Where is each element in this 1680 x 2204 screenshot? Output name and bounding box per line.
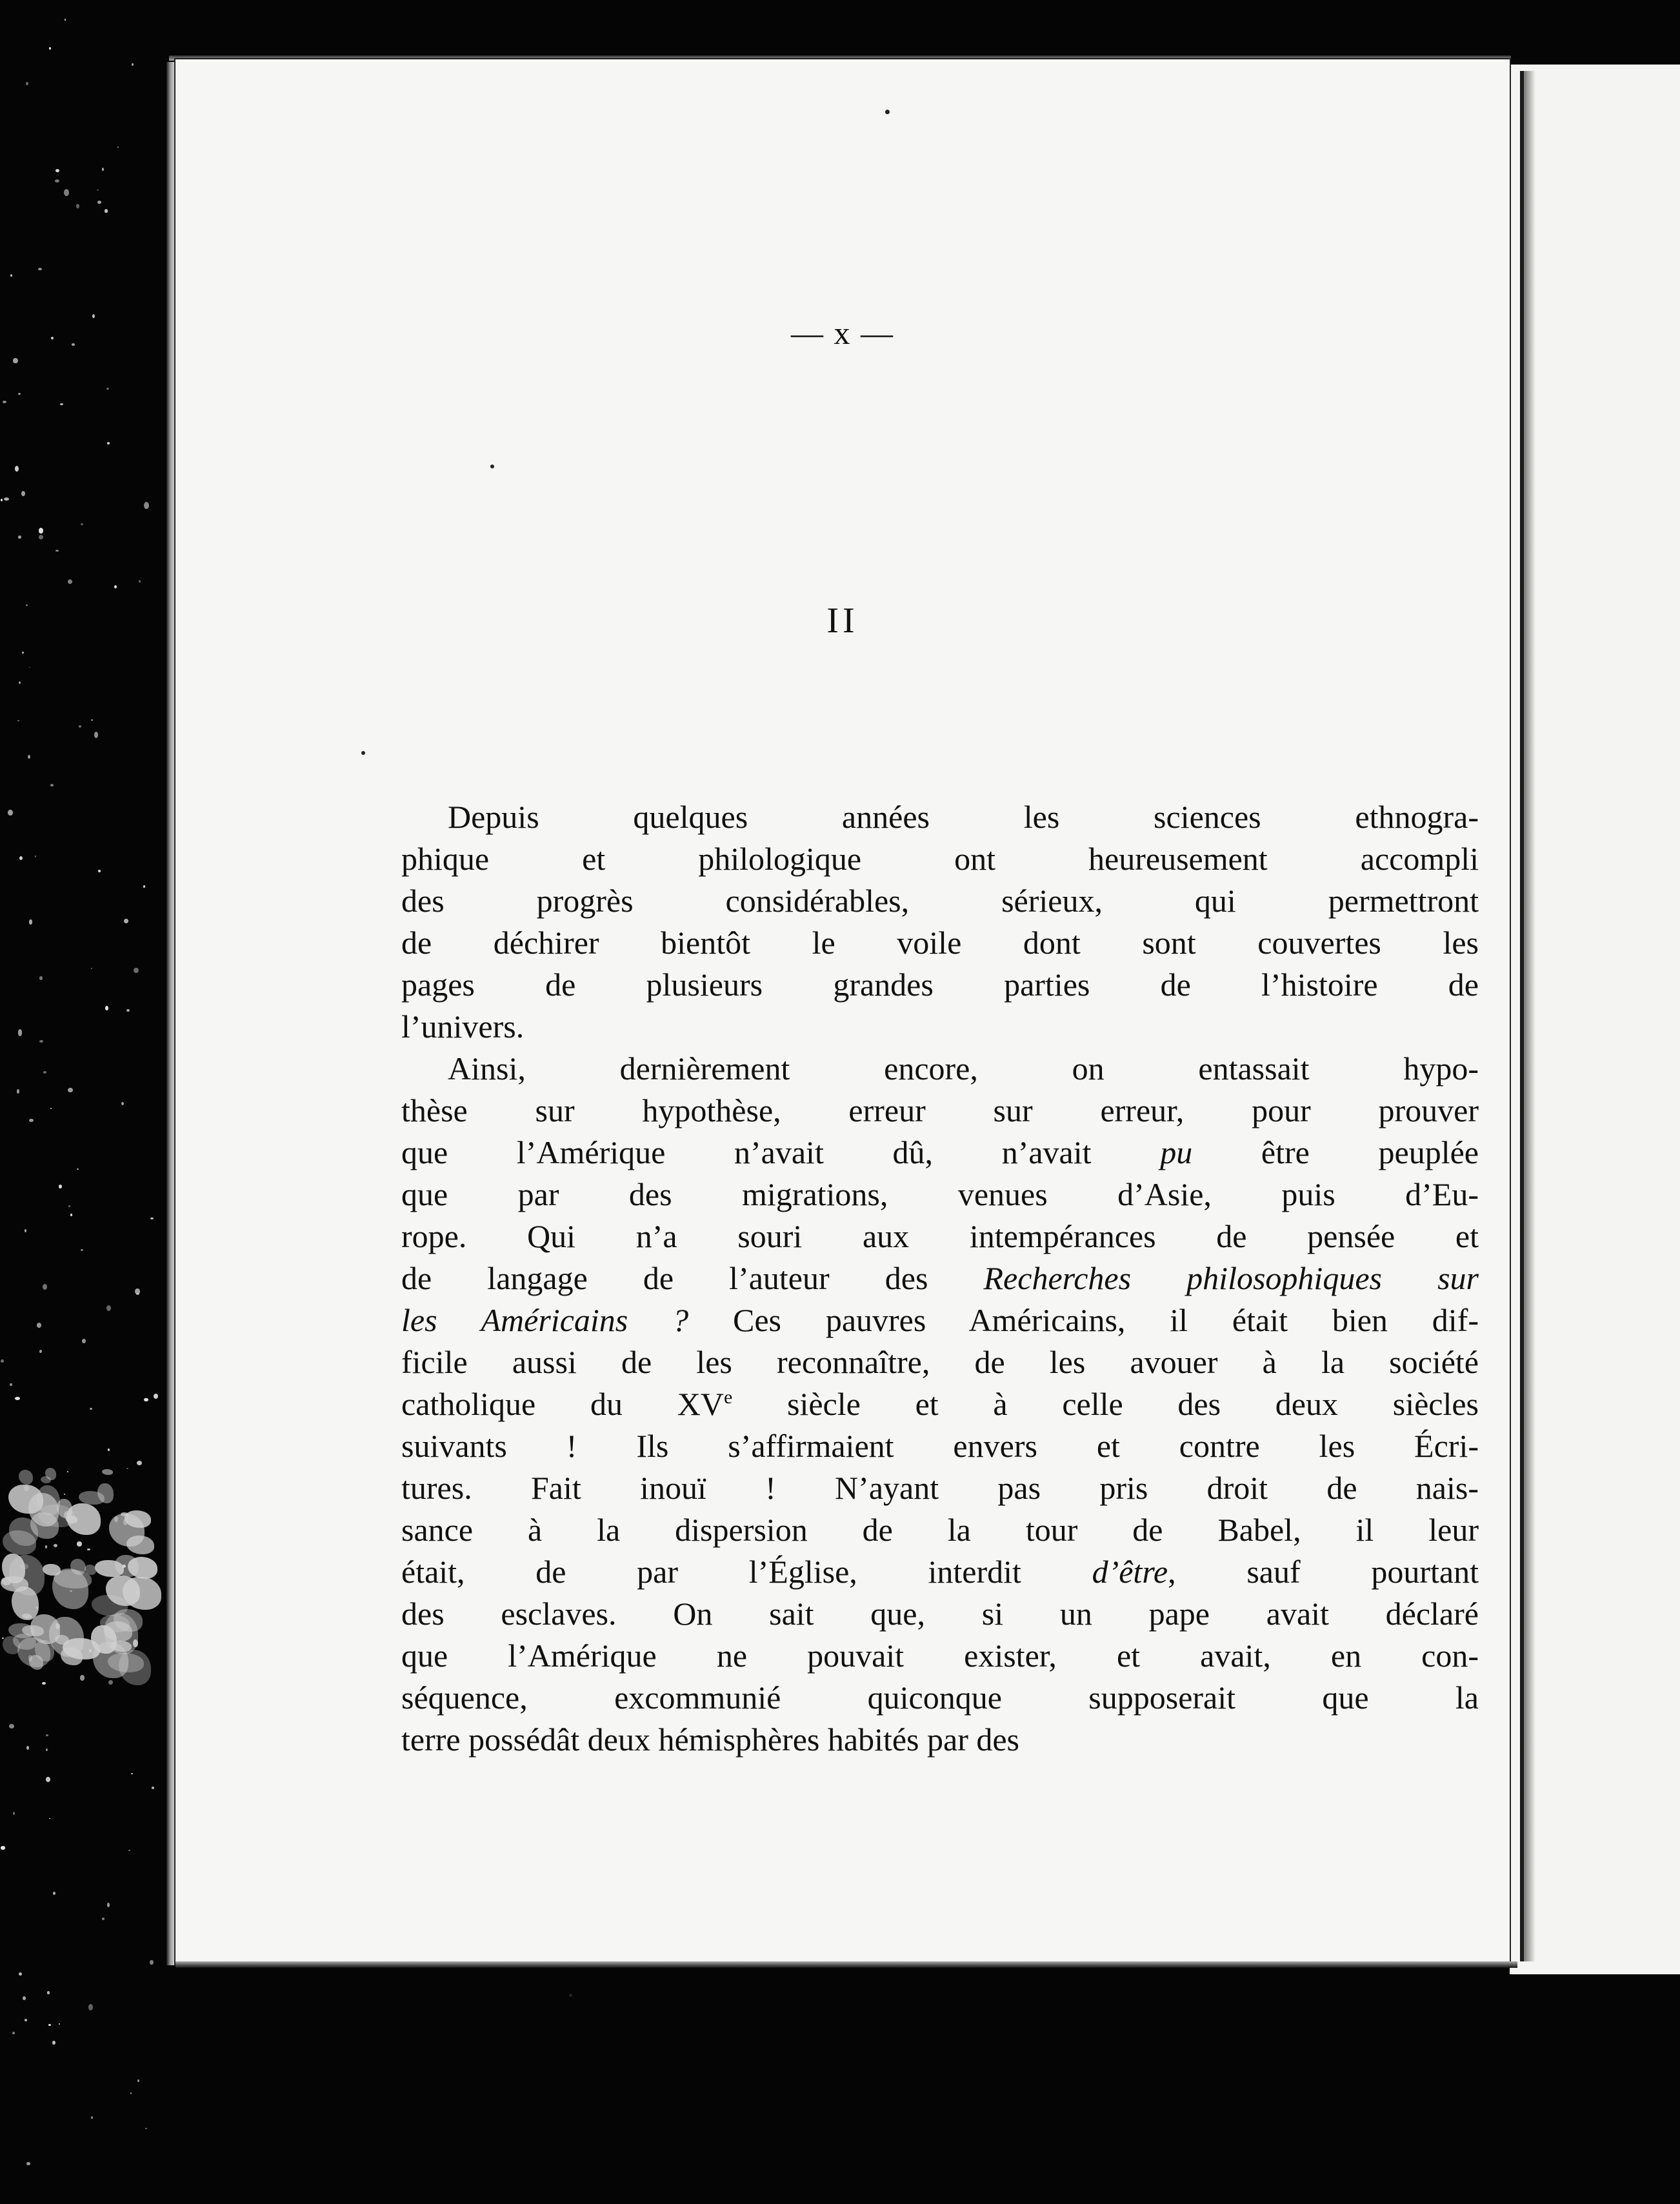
margin-speck [68,579,72,584]
running-head: — x — [791,315,894,351]
margin-speck [48,2024,51,2027]
margin-speck [126,1468,128,1469]
margin-speck [106,1305,111,1311]
margin-speck [128,1850,130,1851]
margin-speck [143,885,145,888]
margin-speck [1,499,3,501]
margin-speck [35,856,37,857]
margin-speck [97,201,101,204]
margin-speck [8,810,12,816]
margin-speck [134,968,139,973]
margin-speck [19,1972,22,1976]
margin-speck [50,1108,52,1109]
gutter-shadow [1524,71,1535,1961]
text-line: des progrès considérables, sérieux, qui permettront [401,883,1479,919]
margin-speck [137,2079,139,2082]
margin-speck [19,856,23,860]
page-bottom-edge [175,1961,1517,1968]
margin-speck [108,1448,110,1451]
text-line: séquence, excommunié quiconque supposerait que la [401,1679,1479,1716]
margin-blotch [85,1565,95,1574]
margin-speck [79,725,81,728]
margin-speck [105,1006,108,1011]
ink-speck [361,751,365,755]
margin-speck [52,2041,55,2045]
text-line: que l’Amérique n’avait dû, n’avait pu être peuplée [401,1134,1479,1170]
margin-speck [55,179,60,183]
margin-speck [42,1682,46,1685]
margin-speck [21,491,26,496]
margin-speck [47,1991,49,1994]
margin-speck [81,1249,83,1251]
margin-speck [37,1323,41,1328]
margin-speck [64,1494,66,1495]
margin-speck [135,1288,140,1294]
text-line: pages de plusieurs grandes parties de l’histoire de [401,967,1479,1003]
margin-speck [132,63,134,66]
text-line: phique et philologique ont heureusement accompli [401,841,1479,877]
margin-speck [59,2023,61,2025]
margin-speck [50,784,54,786]
section-number: II [826,601,859,641]
margin-speck [28,755,30,759]
margin-blotch [119,1650,151,1685]
text-line: les Américains ? Ces pauvres Américains, il était bien dif- [401,1302,1479,1338]
margin-speck [80,1675,85,1681]
margin-speck [145,2128,147,2129]
text-line: de langage de l’auteur des Recherches philosophiques sur [401,1260,1479,1296]
margin-speck [26,605,28,606]
margin-blotch [3,1530,36,1555]
margin-speck [18,536,21,539]
margin-blotch [22,1625,44,1636]
margin-speck [55,169,59,172]
margin-speck [107,442,109,445]
margin-speck [29,919,32,924]
margin-speck [77,1541,81,1546]
margin-speck [124,919,128,924]
margin-blotch [121,1512,128,1516]
margin-speck [43,1284,47,1290]
margin-speck [91,968,92,969]
margin-speck [9,1724,14,1728]
margin-speck [76,204,80,208]
margin-speck [87,1548,90,1550]
text-line: suivants ! Ils s’affirmaient envers et contre les Écri- [401,1428,1479,1464]
margin-speck [154,1394,158,1399]
margin-speck [46,1748,48,1751]
margin-speck [150,1217,154,1219]
margin-speck [81,523,83,525]
margin-speck [29,1119,34,1123]
margin-speck [25,2019,27,2021]
margin-speck [91,719,93,721]
page-left-edge [166,62,174,1965]
margin-blotch [29,1655,43,1670]
margin-speck [10,1383,12,1387]
margin-speck [49,1818,50,1819]
text-line: rope. Qui n’a souri aux intempérances de pensée et [401,1218,1479,1254]
book-page [175,59,1510,1964]
margin-speck [49,47,51,50]
margin-speck [4,497,9,501]
margin-speck [13,358,17,364]
margin-speck [97,190,99,191]
text-line: de déchirer bientôt le voile dont sont couvertes les [401,925,1479,961]
margin-speck [105,209,108,212]
text-line: Depuis quelques années les sciences ethnogra- [448,799,1479,835]
margin-speck [26,1746,29,1750]
margin-speck [68,1205,70,1207]
margin-blotch [22,1614,32,1619]
body-text [401,796,1479,1761]
margin-speck [3,401,6,403]
text-line: des esclaves. On sait que, si un pape avait déclaré [401,1596,1479,1632]
margin-speck [23,1996,26,2000]
margin-speck [13,1812,15,1815]
margin-speck [39,1040,43,1043]
text-line: catholique du XVe siècle et à celle des deux siècles [401,1386,1479,1422]
margin-speck [46,1734,48,1736]
ink-speck [490,465,494,468]
margin-speck [72,343,75,345]
margin-speck [68,1088,73,1092]
margin-speck [102,1918,105,1920]
text-line: thèse sur hypothèse, erreur sur erreur, pour prouver [401,1092,1479,1128]
margin-blotch [79,1491,105,1505]
margin-blotch [52,1568,89,1609]
margin-blotch [102,1469,112,1474]
margin-speck [60,403,63,405]
text-line: sance à la dispersion de la tour de Babel, il leur [401,1512,1479,1548]
margin-speck [82,1339,86,1343]
margin-speck [39,1350,42,1353]
margin-speck [108,1680,113,1685]
margin-speck [46,1777,50,1782]
margin-speck [17,1089,20,1094]
margin-speck [39,976,43,980]
margin-speck [130,2092,132,2094]
text-line: tures. Fait inouï ! N’ayant pas pris droit de nais- [401,1470,1479,1506]
margin-speck [53,1892,55,1895]
margin-speck [137,1461,142,1465]
margin-speck [22,652,25,654]
margin-speck [131,1773,133,1774]
margin-speck [29,667,30,668]
margin-speck [98,870,100,873]
margin-speck [26,2162,30,2165]
text-line: que par des migrations, venues d’Asie, puis d’Eu- [401,1176,1479,1212]
margin-speck [102,168,105,171]
margin-speck [107,1903,110,1907]
text-line: ficile aussi de les reconnaître, de les avouer à la société [401,1344,1479,1380]
margin-speck [17,720,19,722]
margin-speck [144,502,149,509]
margin-speck [59,1185,63,1188]
margin-speck [25,1229,26,1232]
margin-speck [54,1544,58,1547]
margin-speck [45,1545,47,1548]
text-line: l’univers. [401,1008,525,1045]
margin-blotch [19,1470,34,1485]
margin-speck [12,2032,15,2034]
margin-speck [19,681,21,684]
margin-speck [139,580,141,583]
ink-speck [569,1994,572,1997]
margin-speck [51,337,53,339]
margin-speck [18,393,21,395]
margin-speck [91,2116,93,2119]
margin-speck [1,1846,5,1850]
margin-speck [43,1071,46,1073]
margin-speck [18,1029,23,1036]
margin-speck [70,1214,72,1216]
margin-speck [39,535,43,539]
margin-speck [94,732,98,738]
margin-speck [10,274,12,277]
margin-speck [150,1960,153,1965]
margin-speck [65,19,66,21]
margin-speck [2,1638,4,1639]
margin-speck [117,146,119,148]
margin-speck [144,1398,148,1402]
margin-blotch [66,1503,101,1535]
margin-speck [88,2004,93,2010]
text-line: que l’Amérique ne pouvait exister, et avait, en con- [401,1638,1479,1674]
margin-blotch [37,1485,60,1515]
text-line: était, de par l’Église, interdit d’être, sauf pourtant [401,1554,1479,1590]
margin-speck [1,1359,4,1363]
margin-speck [90,1408,93,1410]
margin-blotch [41,1476,51,1483]
ink-speck [885,110,890,114]
margin-speck [38,268,42,270]
margin-speck [39,528,44,534]
margin-speck [15,466,19,472]
margin-speck [64,189,69,196]
margin-blotch [109,1514,145,1547]
margin-speck [55,550,58,552]
margin-speck [106,388,109,390]
margin-speck [92,314,95,318]
margin-speck [15,1397,20,1400]
margin-speck [121,1102,124,1106]
margin-speck [26,82,28,85]
text-line: Ainsi, dernièrement encore, on entassait hypo- [448,1050,1479,1087]
margin-speck [67,1471,69,1472]
margin-speck [126,1009,129,1012]
text-line: terre possédât deux hémisphères habités par des [401,1721,1020,1758]
margin-speck [114,585,117,589]
margin-speck [152,1787,154,1789]
margin-speck [77,1168,78,1170]
